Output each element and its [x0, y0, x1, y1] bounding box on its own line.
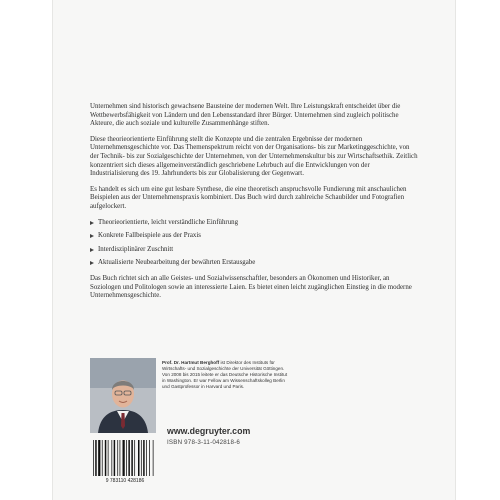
author-photo	[90, 358, 156, 433]
barcode-digits: 9 783110 428186	[105, 478, 145, 484]
synthesis-paragraph: Es handelt es sich um eine gut lesbare Synthese, die eine theoretisch anspruchsvolle Fundierung mit anschaulichen Beispielen aus der Unternehmenspraxis kombiniert. Das Buch wird durch zahlreiche Schaubilder und Fotografien aufgelockert.	[90, 185, 407, 210]
isbn-text: ISBN 978-3-11-042818-6	[167, 439, 241, 446]
barcode	[90, 438, 160, 484]
arrow-icon	[90, 221, 94, 225]
intro-paragraph: Unternehmen sind historisch gewachsene Bausteine der modernen Welt. Ihre Leistungskraft entscheidet über die Wettbewerbsfähigkeit von Ländern und den Lebensstandard ihrer Bürger. Unternehmen sind zugleich politische Akteure, die auch soziale und kulturelle Zusammenhänge stiften.	[90, 103, 401, 128]
author-bio	[162, 360, 290, 390]
publisher-url: www.degruyter.com	[167, 426, 251, 436]
list-item: Theorieorientierte, leicht verständliche Einführung	[90, 219, 420, 227]
arrow-icon	[90, 261, 94, 265]
blurb	[90, 103, 420, 301]
author-section	[90, 358, 290, 436]
audience-paragraph: Das Buch richtet sich an alle Geistes- und Sozialwissenschaftler, besonders an Ökonomen und Historiker, an Soziologen und Politologen sowie an interessierte Laien. Es bietet einen leicht zugänglichen Einstieg in die moderne Unternehmensgeschichte.	[90, 275, 412, 300]
list-item: Konkrete Fallbeispiele aus der Praxis	[90, 232, 420, 240]
description-paragraph: Diese theorieorientierte Einführung stellt die Konzepte und die zentralen Ergebnisse der modernen Unternehmensgeschichte vor. Das Themenspektrum reicht von der Organisations- bis zur Marketinggeschichte, von der Technik- bis zur Sozialgeschichte der Unternehmen, von der Unternehmenskultur bis zur Wirtschaftsethik. Zeitlich konzentriert sich dieses allgemeinverständlich geschriebene Lehrbuch auf die Entwicklungen von der Industrialisierung des 19. Jahrhunderts bis zur Globalisierung der Gegenwart.	[90, 135, 418, 178]
feature-list	[90, 219, 420, 268]
arrow-icon	[90, 248, 94, 252]
author-description: ist Direktor des Instituts für Wirtschafts- und Sozialgeschichte der Universität Göttingen. Von 2008 bis 2015 leitete er das Deutsche Historische Institut in Washington. Er war Fellow am Wissenschaftskolleg Berlin und Gastprofessor in Harvard und Paris.	[162, 360, 288, 390]
arrow-icon	[90, 234, 94, 238]
list-item: Interdisziplinärer Zuschnitt	[90, 246, 420, 254]
publisher-imprint	[167, 426, 250, 446]
list-item: Aktualisierte Neubearbeitung der bewährten Erstausgabe	[90, 259, 420, 267]
author-name: Prof. Dr. Hartmut Berghoff	[162, 360, 220, 365]
